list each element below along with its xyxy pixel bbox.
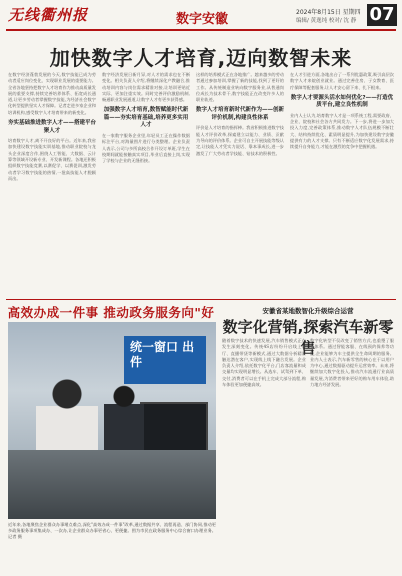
section-divider	[6, 299, 396, 300]
sub-article-column-1: 随着数字技术的快速发展,汽车销售模式正在发生深刻变化。传统4S店纷纷开启线上展厅、直播带货等新模式,通过大数据分析精准触达潜在客户,实现线上线下融合发展。企业负责人介绍,依托数字化平台,门店客流量和成交量均实现明显增长。从选车、试驾到下单、交付,消费者可以在手机上完成大部分流程,购车体验更加便捷高效。	[222, 338, 306, 388]
masthead-rule	[6, 29, 396, 31]
editor-credits: 编辑/ 黄逸纯 校对/ 沈 静	[296, 18, 357, 24]
photo-monitor	[140, 402, 208, 454]
issue-date: 2024年8月15日 星期四	[296, 9, 361, 16]
column-3-paragraph-a: 这样的培养模式正在各地推广。越来越多的劳动者通过参加培训,掌握了新的技能,找到了更好的工作。从传统制造业转向数字服务业,从普通岗位成长为技术骨干,数字技能正在改变许多人的职业轨迹。	[196, 72, 284, 103]
column-4-paragraph-a: 在人才引进方面,各地出台了一系列优惠政策,吸引高层次数字人才来皖创业就业。通过完善住房、子女教育、医疗保障等配套服务,让人才安心留下来、扎下根来。	[290, 72, 394, 90]
article-column-4	[290, 72, 394, 296]
photo-service-counter	[8, 450, 216, 519]
column-1-paragraph-b: 培育数字人才,离不开良好的平台。近年来,我省加快建设数字技能实训基地,推动职业院校与龙头企业深度合作,围绕人工智能、大数据、云计算等领域开设新专业、开发新课程。各地还积极组织数字技能竞赛,以赛促学、以赛促训,激发劳动者学习数字技能的热情,一批高技能人才脱颖而出。	[8, 138, 96, 181]
column-2-paragraph-a: 数字经济发展日新月异,对人才的需求也在不断变化。相关负责人介绍,将继续深化产教融合,推动培训内容与岗位需求精准对接,让培训更贴近实际、更加注重实效。同时完善评价激励机制,畅通职业发展通道,让数字人才有更多获得感。	[102, 72, 190, 103]
photo-caption: 近年来,各地聚焦企业群众办事堵点难点,深化"高效办成一件事"改革,通过数据共享、流程再造、部门协同,推动更多政务服务事项集成办、一次办,让企业群众办事更省心、更便捷。图为市民在政务服务中心综合窗口办理业务。记者 摄	[8, 522, 216, 540]
article-column-1	[8, 72, 96, 296]
column-4-paragraph-b: 业内人士认为,培育数字人才是一项系统工程,需要政府、企业、院校和社会各方共同发力。下一步,将进一步加大投入力度,完善政策体系,推动数字人才队伍规模不断壮大、结构持续优化、素质明显提升,为加快建设数字安徽提供有力的人才支撑。只有不断适应数字化发展需求,持续提升自身能力,才能在激烈的竞争中把握机遇。	[290, 112, 394, 150]
column-2-subheading: 加强数字人才培育,数智赋能时代新篇——夯实培育基础,培养更多实用人才	[103, 107, 189, 129]
sub-article-column-2: 数字化转型不仅改变了销售方式,也重塑了服务体系。通过智能客服、在线预约保养等功能,企业能够为车主提供全生命周期的服务。业内人士表示,汽车新零售的核心在于以用户为中心,通过数据驱动提升运营效率。未来,将继续加大数字化投入,推动汽车流通行业高质量发展,为消费者带来更好的购车用车体验,助力地方经济发展。	[310, 338, 394, 388]
main-headline: 加快数字人才培育,迈向数智未来	[49, 46, 353, 70]
feature-headline: 高效办成一件事 推动政务服务向"好	[7, 305, 215, 320]
sub-article-kicker: 安徽省某地数智化升级综合运营	[262, 307, 354, 315]
article-column-3	[196, 72, 284, 296]
column-1-subheading: 夯实基础推进数字人才——搭建平台聚人才	[8, 120, 96, 134]
column-3-subheading: 数字人才培育新时代新作为——创新评价机制,构建良性体系	[196, 107, 284, 121]
photo-window-sign: 统一窗口 出件	[124, 336, 206, 384]
newspaper-logo: 无线衢州报	[8, 6, 89, 24]
section-title: 数字安徽	[176, 12, 229, 27]
column-1-paragraph-a: 在数字经济蓬勃发展的今天,数字技能已成为劳动者适应岗位变化、实现职业发展的重要能力。全省各地坚持把数字人才培育作为推动高质量发展的重要支撑,持续完善培养体系、拓宽成长通道,让更多劳动者掌握数字技能,为经济社会数字化转型提供坚实人才保障。记者走进多家企业和培训机构,感受数字人才培育带来的新变化。	[8, 72, 96, 115]
column-2-paragraph-b: 在一家数字服务企业里,年轻员工正在操作数据标注平台,对海量图片进行分类整理。企业负责人表示,公司与多所高校合作开设订单班,学生在校期间就能接触真实项目,毕业后直接上岗,实现了学校与企业的无缝衔接。	[102, 132, 190, 164]
page-number-badge: 07	[367, 4, 397, 26]
news-photo	[8, 322, 216, 519]
column-3-paragraph-b: 评价是人才培育的指挥棒。我省积极推进数字技能人才评价改革,探索建立以能力、业绩、贡献为导向的评价体系。企业可自主开展技能等级认定,让技能人才凭实力说话、靠本事成长,进一步激发了广大劳动者学技能、钻技术的积极性。	[196, 125, 284, 156]
column-4-subheading: 数字人才要源头活水如何优化?——打造优质平台,建立良性机制	[290, 94, 394, 109]
article-column-2	[102, 72, 190, 296]
sub-article-headline: 数字化营销,探索汽车新零售	[222, 318, 394, 357]
